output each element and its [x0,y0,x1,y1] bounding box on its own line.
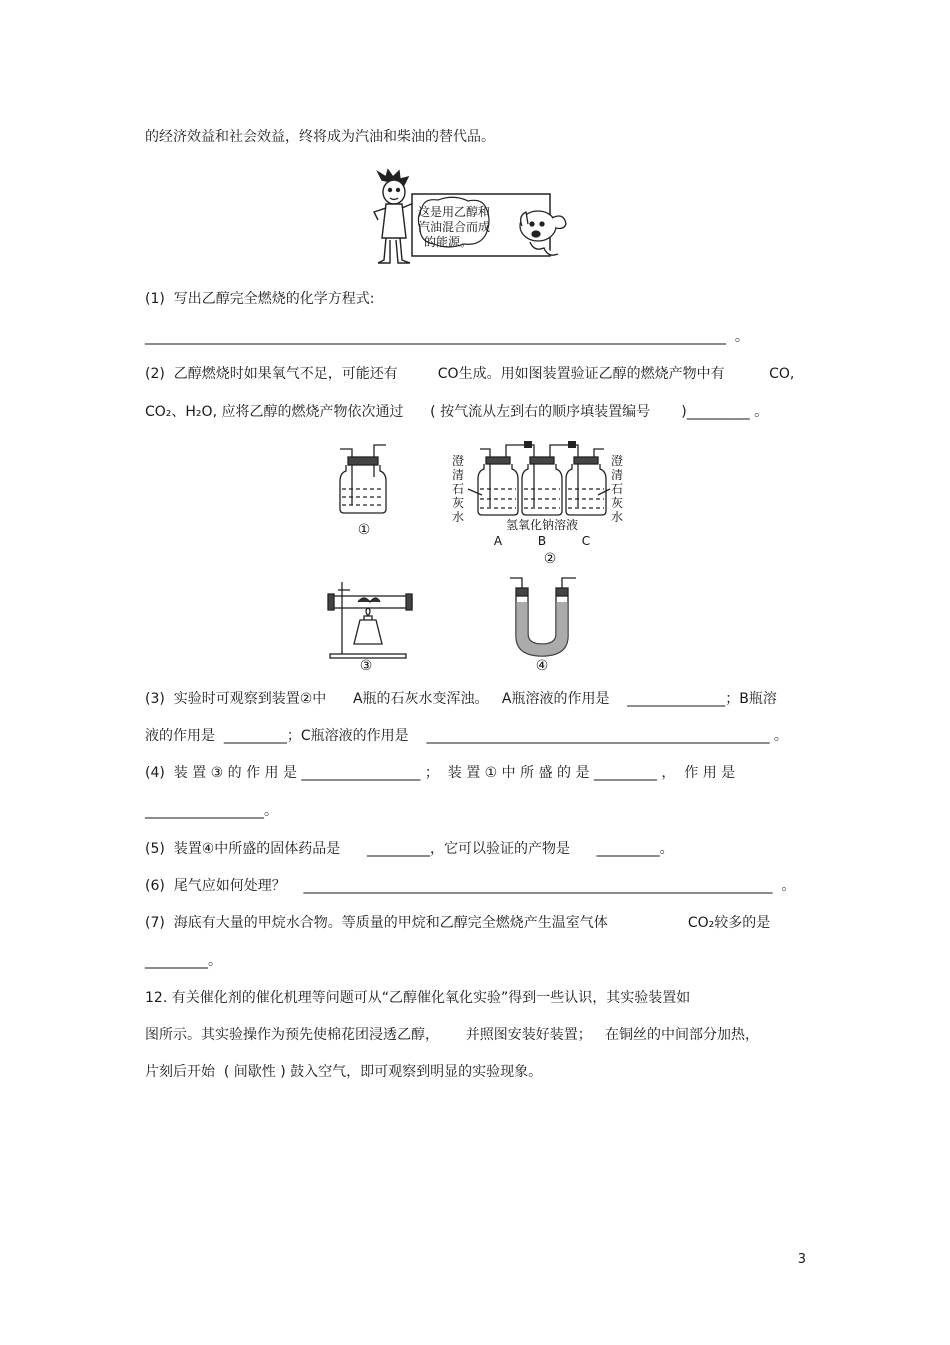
question-1: (1) 写出乙醇完全燃烧的化学方程式: [145,291,375,307]
answer-blank-1: ___________________________________________________________________________________ 。 [145,329,749,345]
apparatus-1-label: ① [357,522,371,537]
bubble-line-3: 的能源。 [423,235,473,249]
apparatus-3-label: ③ [359,658,373,672]
apparatus-1-bottle [330,437,400,537]
question-4-line-2: _________________。 [145,803,278,819]
lime-water-left-4: 灰 [451,496,465,510]
question-7-line-1: (7) 海底有大量的甲烷水合物。等质量的甲烷和乙醇完全燃烧产生温室气体 CO₂较多的是 [145,915,771,931]
question-2-line-2: CO₂、H₂O, 应将乙醇的燃烧产物依次通过 ( 按气流从左到右的顺序填装置编号 )_________ 。 [145,404,769,420]
lime-water-left-5: 水 [451,510,465,524]
lime-water-right-1: 澄 [610,454,624,468]
lime-water-left-1: 澄 [451,454,465,468]
question-2-line-1: (2) 乙醇燃烧时如果氧气不足，可能还有 CO生成。用如图装置验证乙醇的燃烧产物中有 CO, [145,366,795,382]
apparatus-3-tube-stand [324,572,416,672]
question-7-line-2: _________。 [145,953,222,969]
lime-water-right-3: 石 [610,482,624,496]
question-12-line-3: 片刻后开始 ( 间歇性 ) 鼓入空气，即可观察到明显的实验现象。 [145,1064,543,1080]
cartoon-figure [368,168,578,268]
question-3-line-2: 液的作用是 _________；C瓶溶液的作用是 _________________________________________________ 。 [145,728,788,744]
question-4-line-1: (4) 装 置 ③ 的 作 用 是 _________________ ； 装 置 ① 中 所 盛 的 是 _________ ， 作 用 是 [145,765,736,781]
lime-water-right-2: 清 [610,468,624,482]
lime-water-right-5: 水 [610,510,624,524]
question-6: (6) 尾气应如何处理？ ___________________________________________________________________ 。 [145,878,796,894]
naoh-solution-label: 氢氧化钠溶液 [505,518,579,532]
bottle-b-label: B [537,534,547,548]
lime-water-right-4: 灰 [610,496,624,510]
bubble-line-1: 这是用乙醇和 [417,205,491,219]
question-12-line-1: 12. 有关催化剂的催化机理等问题可从“乙醇催化氧化实验”得到一些认识，其实验装置如 [145,990,691,1006]
lime-water-left-2: 清 [451,468,465,482]
apparatus-4-label: ④ [535,658,549,672]
page-number: 3 [797,1252,806,1267]
question-5: (5) 装置④中所盛的固体药品是 _________，它可以验证的产物是 _________。 [145,841,674,857]
question-3-line-1: (3) 实验时可观察到装置②中 A瓶的石灰水变浑浊。 A瓶溶液的作用是 ______________；B瓶溶 [145,691,777,707]
lime-water-left-3: 石 [451,482,465,496]
intro-line: 的经济效益和社会效益，终将成为汽油和柴油的替代品。 [145,129,495,145]
bottle-a-label: A [493,534,503,548]
boy-icon [374,170,416,263]
apparatus-2-label: ② [543,551,557,565]
bubble-line-2: 汽油混合而成 [417,220,491,234]
bottle-c-label: C [581,534,591,548]
question-12-line-2: 图所示。其实验操作为预先使棉花团浸透乙醇， 并照图安装好装置； 在铜丝的中间部分加热， [145,1027,760,1043]
apparatus-4-u-tube [500,572,590,672]
apparatus-2-bottles [450,437,626,565]
